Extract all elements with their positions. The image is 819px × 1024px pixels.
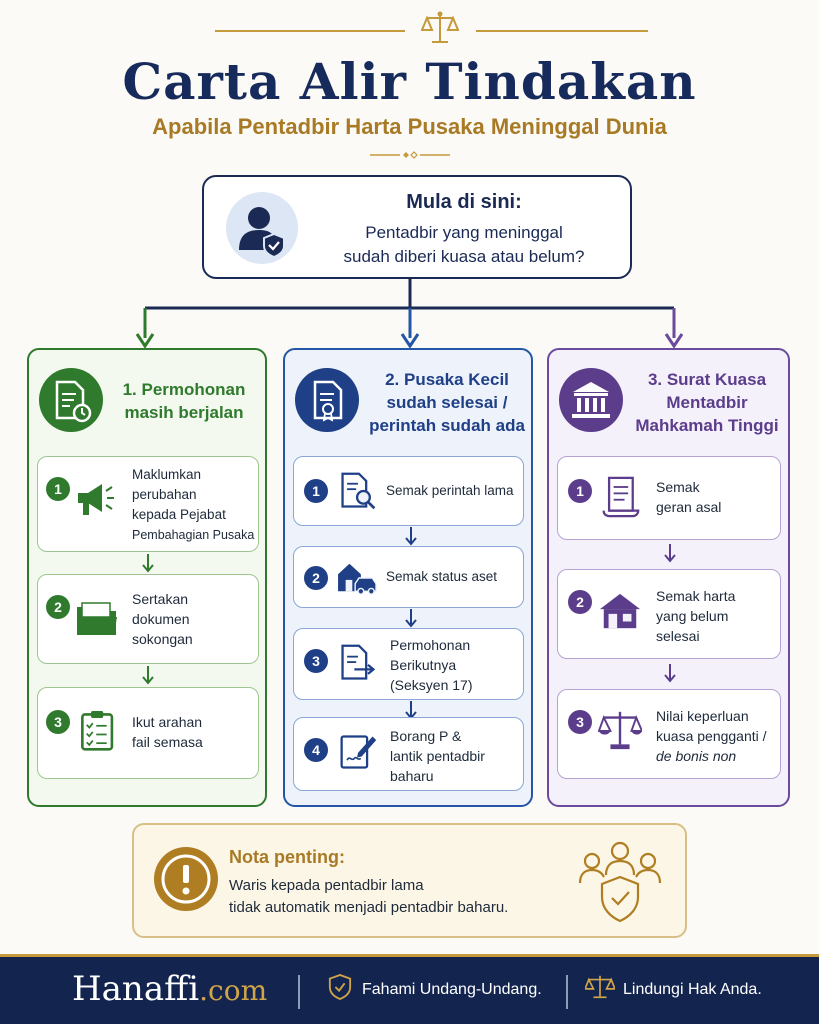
step-card — [557, 689, 781, 779]
step-card — [293, 546, 524, 608]
step-card — [293, 628, 524, 700]
step-card — [557, 456, 781, 540]
branch-connector — [0, 278, 819, 350]
arrow-down-icon — [140, 666, 156, 686]
step-number: 4 — [304, 738, 328, 762]
scroll-icon — [600, 473, 640, 521]
footer — [0, 954, 819, 1024]
column-icon — [39, 368, 103, 432]
step-line: sokongan — [132, 631, 193, 647]
brand-name: Hanaffi — [72, 969, 200, 1009]
column-title-line: perintah sudah ada — [369, 416, 525, 435]
header-rule-left — [215, 30, 405, 32]
step-card — [557, 569, 781, 659]
step-number: 1 — [46, 477, 70, 501]
step-line: fail semasa — [132, 734, 203, 750]
step-line: Semak — [656, 479, 700, 495]
footer-tagline-2: Lindungi Hak Anda. — [623, 981, 762, 998]
column-icon — [559, 368, 623, 432]
folder-icon — [74, 599, 120, 639]
avatar — [226, 192, 298, 264]
footer-divider — [298, 975, 300, 1009]
courthouse-icon — [559, 368, 623, 432]
arrow-down-icon — [403, 609, 419, 629]
column-icon — [295, 368, 359, 432]
column-pusaka-kecil — [283, 348, 533, 807]
note-line-1: Waris kepada pentadbir lama — [229, 877, 424, 894]
step-card — [293, 717, 524, 791]
step-line: (Seksyen 17) — [390, 677, 473, 693]
step-card — [293, 456, 524, 526]
column-title — [365, 368, 529, 437]
step-number: 2 — [568, 590, 592, 614]
ornament-divider — [370, 150, 450, 160]
step-text — [132, 589, 252, 649]
important-note — [132, 823, 687, 938]
step-line: Sertakan — [132, 591, 189, 607]
footer-tagline-1: Fahami Undang-Undang. — [362, 981, 542, 998]
column-title-line: Mahkamah Tinggi — [635, 416, 779, 435]
step-line: geran asal — [656, 499, 722, 515]
step-line: Ikut arahan — [132, 714, 203, 730]
step-line: yang belum — [656, 608, 729, 624]
arrow-down-icon — [140, 554, 156, 574]
step-line: selesai — [656, 628, 700, 644]
house-car-icon — [336, 559, 380, 597]
document-search-icon — [338, 469, 378, 513]
step-text — [656, 706, 782, 766]
pen-sign-icon — [338, 730, 378, 774]
brand-logo[interactable] — [72, 969, 267, 1009]
step-line: Maklumkan — [132, 467, 202, 482]
document-clock-icon — [39, 368, 103, 432]
note-line-2: tidak automatik menjadi pentadbir baharu. — [229, 899, 509, 916]
note-title: Nota penting: — [229, 847, 345, 867]
column-title — [109, 378, 259, 424]
footer-divider — [566, 975, 568, 1009]
megaphone-icon — [74, 479, 120, 519]
step-line: kepada Pejabat — [132, 507, 226, 522]
house-icon — [598, 590, 642, 632]
arrow-down-icon — [662, 544, 678, 564]
step-line: Semak perintah lama — [386, 483, 514, 498]
scale-icon — [585, 973, 615, 1001]
exclamation-icon — [154, 847, 218, 911]
step-number: 1 — [568, 479, 592, 503]
start-line-2: sudah diberi kuasa atau belum? — [343, 247, 585, 266]
step-text — [390, 635, 522, 695]
step-card — [37, 687, 259, 779]
step-line: de bonis non — [656, 748, 737, 764]
step-text — [656, 586, 778, 646]
page-subtitle: Apabila Pentadbir Harta Pusaka Meninggal Dunia — [152, 114, 667, 139]
step-line: kuasa pengganti / — [656, 728, 767, 744]
column-title-line: 3. Surat Kuasa — [647, 370, 767, 389]
step-line: baharu — [390, 768, 434, 784]
shield-check-icon — [328, 973, 352, 1001]
step-line: Borang P & — [390, 728, 462, 744]
document-arrow-icon — [338, 641, 378, 685]
step-line: Berikutnya — [390, 657, 457, 673]
header-rule-right — [476, 30, 648, 32]
start-title: Mula di sini: — [406, 191, 522, 213]
step-line: lantik pentadbir — [390, 748, 485, 764]
page-title: Carta Alir Tindakan — [122, 52, 697, 111]
step-line: dokumen — [132, 611, 190, 627]
brand-domain: .com — [199, 974, 268, 1007]
step-text — [656, 477, 776, 517]
start-box — [202, 175, 632, 279]
step-line: Nilai keperluan — [656, 708, 749, 724]
step-number: 3 — [304, 649, 328, 673]
checklist-icon — [78, 708, 118, 754]
step-text — [132, 712, 252, 752]
note-icon-badge — [154, 847, 218, 911]
arrow-down-icon — [403, 527, 419, 547]
scale-icon — [421, 10, 459, 46]
step-line: Permohonan — [390, 637, 471, 653]
people-shield-icon — [574, 837, 666, 927]
step-number: 1 — [304, 479, 328, 503]
step-text — [390, 726, 522, 786]
step-text — [386, 567, 522, 587]
step-line: perubahan — [132, 487, 197, 502]
step-text — [386, 481, 522, 501]
step-text — [132, 465, 258, 545]
column-title-line: 1. Permohonan — [122, 380, 246, 399]
start-question — [314, 221, 614, 269]
column-title-line: 2. Pusaka Kecil — [385, 370, 509, 389]
column-permohonan — [27, 348, 267, 807]
arrow-down-icon — [662, 664, 678, 684]
column-title-line: sudah selesai / — [386, 393, 508, 412]
scale-icon — [598, 708, 642, 752]
step-line: Semak status aset — [386, 569, 498, 584]
step-card — [37, 574, 259, 664]
start-line-1: Pentadbir yang meninggal — [365, 223, 563, 242]
step-line: Semak harta — [656, 588, 736, 604]
column-title-line: Mentadbir — [666, 393, 748, 412]
step-number: 2 — [46, 595, 70, 619]
step-number: 3 — [568, 710, 592, 734]
step-card — [37, 456, 259, 552]
note-text — [229, 875, 508, 919]
column-title — [629, 368, 785, 437]
step-number: 2 — [304, 566, 328, 590]
step-line: Pembahagian Pusaka — [132, 528, 255, 542]
certificate-icon — [295, 368, 359, 432]
step-number: 3 — [46, 710, 70, 734]
column-title-line: masih berjalan — [124, 403, 244, 422]
column-surat-kuasa — [547, 348, 790, 807]
user-shield-icon — [226, 192, 298, 264]
